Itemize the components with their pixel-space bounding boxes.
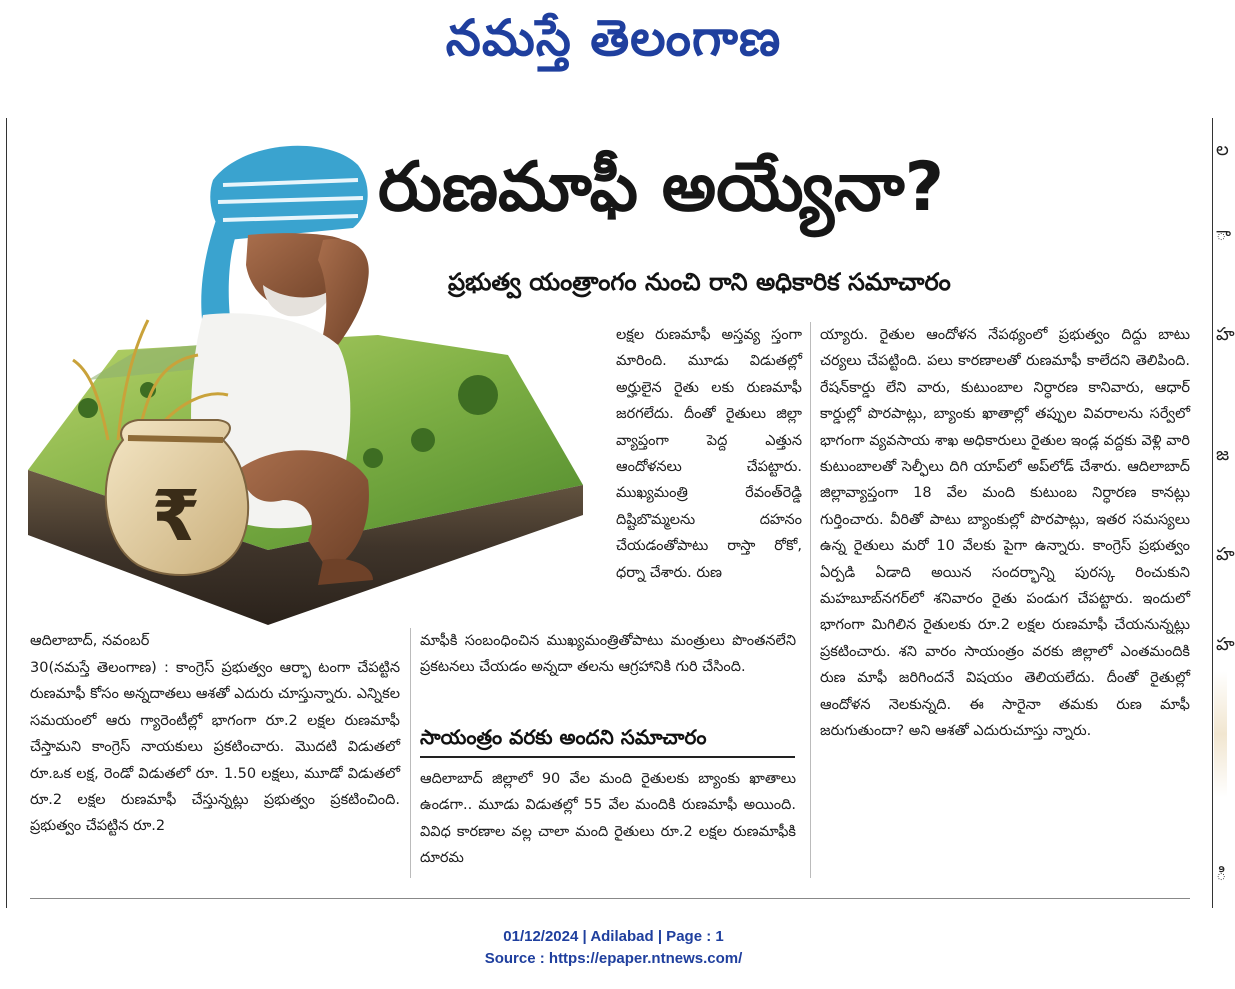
article-column-middle-top: లక్షల రుణమాఫీ అస్తవ్య స్తంగా మారింది. మూడు విడుతల్లో అర్హులైన రైతు లకు రుణమాఫీ జరగలేదు. దీంతో రైతులు జిల్లా వ్యాప్తంగా పెద్ద ఎత్తున ఆందోళనలు చేపట్టారు. ముఖ్యమంత్రి రేవంత్‌రెడ్డి దిష్టిబొమ్మలను దహనం చేయడంతోపాటు రాస్తా రోకో, ధర్నా చేశారు. రుణ [616,327,802,581]
neighbor-article-fragment: హ [1216,634,1235,655]
page-frame-right [1212,118,1213,908]
section-heading: సాయంత్రం వరకు అందని సమాచారం [420,725,707,749]
money-bag-tie [128,438,223,440]
rupee-symbol: ₹ [151,475,201,557]
article-headline: రుణమాఫీ అయ్యేనా? [378,148,945,227]
footer-source-link[interactable]: Source : https://epaper.ntnews.com/ [484,950,743,967]
column-divider [810,322,811,878]
article-column-right: య్యారు. రైతుల ఆందోళన నేపథ్యంలో ప్రభుత్వం దిద్దు బాటు చర్యలు చేపట్టింది. పలు కారణాలతో రుణమాఫీ కాలేదని తెలిపింది. రేషన్‌కార్డు లేని వారు, కుటుంబాల నిర్ధారణ కానివారు, ఆధార్ కార్డుల్లో పొరపాట్లు, బ్యాంకు ఖాతాల్లో తప్పుల వివరాలను సర్వేలో భాగంగా వ్యవసాయ శాఖ అధికారులు రైతుల ఇండ్ల వద్దకు వెళ్లి వారి కుటుంబాలతో సెల్ఫీలు దిగి యాప్‌లో అప్‌లోడ్ చేశారు. ఆదిలాబాద్ జిల్లావ్యాప్తంగా 18 వేల మంది కుటుంబ నిర్ధారణ కానట్లు గుర్తించారు. వీరితో పాటు బ్యాంకుల్లో పొరపాట్లు, ఇతర సమస్యలు ఉన్న రైతులు మరో 10 వేలకు పైగా ఉన్నారు. కాంగ్రెస్ ప్రభుత్వం ఏర్పడి ఏడాది అయిన సందర్భాన్ని పురస్క రించుకుని మహబూబ్‌నగర్‌లో శనివారం రైతు పండుగ చేపట్టారు. ఇందులో భాగంగా మిగిలిన రైతులకు రూ.2 లక్షల రుణమాఫీ చేయనున్నట్లు ప్రకటించారు. శని వారం సాయంత్రం వరకు జిల్లాలో ఎంతమందికి రుణ మాఫీ జరిగిందనే విషయం తెలియలేదు. దీంతో రైతుల్లో ఆందోళన నెలకున్నది. ఈ సారైనా తమకు రుణ మాఫీ జరుగుతుందా? అని ఆశతో ఎదురుచూస్తు న్నారు. [820,327,1190,740]
neighbor-article-fragment: ా [1216,224,1232,245]
masthead-logo: నమస్తే తెలంగాణ [445,8,782,67]
section-heading-rule [420,756,795,758]
column-divider [410,628,411,878]
article-column-left: 30(నమస్తే తెలంగాణ) : కాంగ్రెస్ ప్రభుత్వం ఆర్భా టంగా చేపట్టిన రుణమాఫీ కోసం అన్నదాతలు ఆశతో ఎదురు చూస్తున్నారు. ఎన్నికల సమయంలో ఆరు గ్యారెంటీల్లో భాగంగా రూ.2 లక్షల రుణమాఫీ చేస్తామని కాంగ్రెస్ నాయకులు ప్రకటించారు. మొదటి విడుతలో రూ.ఒక లక్ష, రెండో విడుతలో రూ. 1.50 లక్షలు, మూడో విడుతలో రూ.2 లక్షల రుణమాఫీ చేస్తున్నట్లు ప్రభుత్వం ప్రకటించింది. ప్రభుత్వం చేపట్టిన రూ.2 [30,660,400,835]
article-subheadline: ప్రభుత్వ యంత్రాంగం నుంచి రాని అధికారిక సమాచారం [448,268,951,296]
neighbor-article-fragment: ల [1216,139,1229,160]
footer-edition-line: 01/12/2024 | Adilabad | Page : 1 [503,928,724,945]
neighbor-article-fragment: జ [1216,444,1230,465]
farmer-turban [210,146,367,240]
neighbor-article-fragment: హ [1216,544,1235,565]
article-column-middle-bottom: ఆదిలాబాద్ జిల్లాలో 90 వేల మంది రైతులకు బ్యాంకు ఖాతాలు ఉండగా.. మూడు విడుతల్లో 55 వేల మందికి రుణమాఫీ అయింది. వివిధ కారణాల వల్ల చాలా మంది రైతులు రూ.2 లక్షల రుణమాఫీకి దూరమ [420,771,796,867]
page-frame-bottom [30,898,1190,899]
article-column-middle-wide: మాఫీకి సంబంధించిన ముఖ్యమంత్రితోపాటు మంత్రులు పొంతనలేని ప్రకటనలు చేయడం అన్నదా తలను ఆగ్రహానికి గురి చేసింది. [420,633,796,676]
neighbor-article-fragment: హ [1216,324,1235,345]
page-frame-left [6,118,7,908]
article-dateline: ఆదిలాబాద్, నవంబర్ [30,633,150,649]
neighbor-article-fragment: ి [1216,864,1227,885]
